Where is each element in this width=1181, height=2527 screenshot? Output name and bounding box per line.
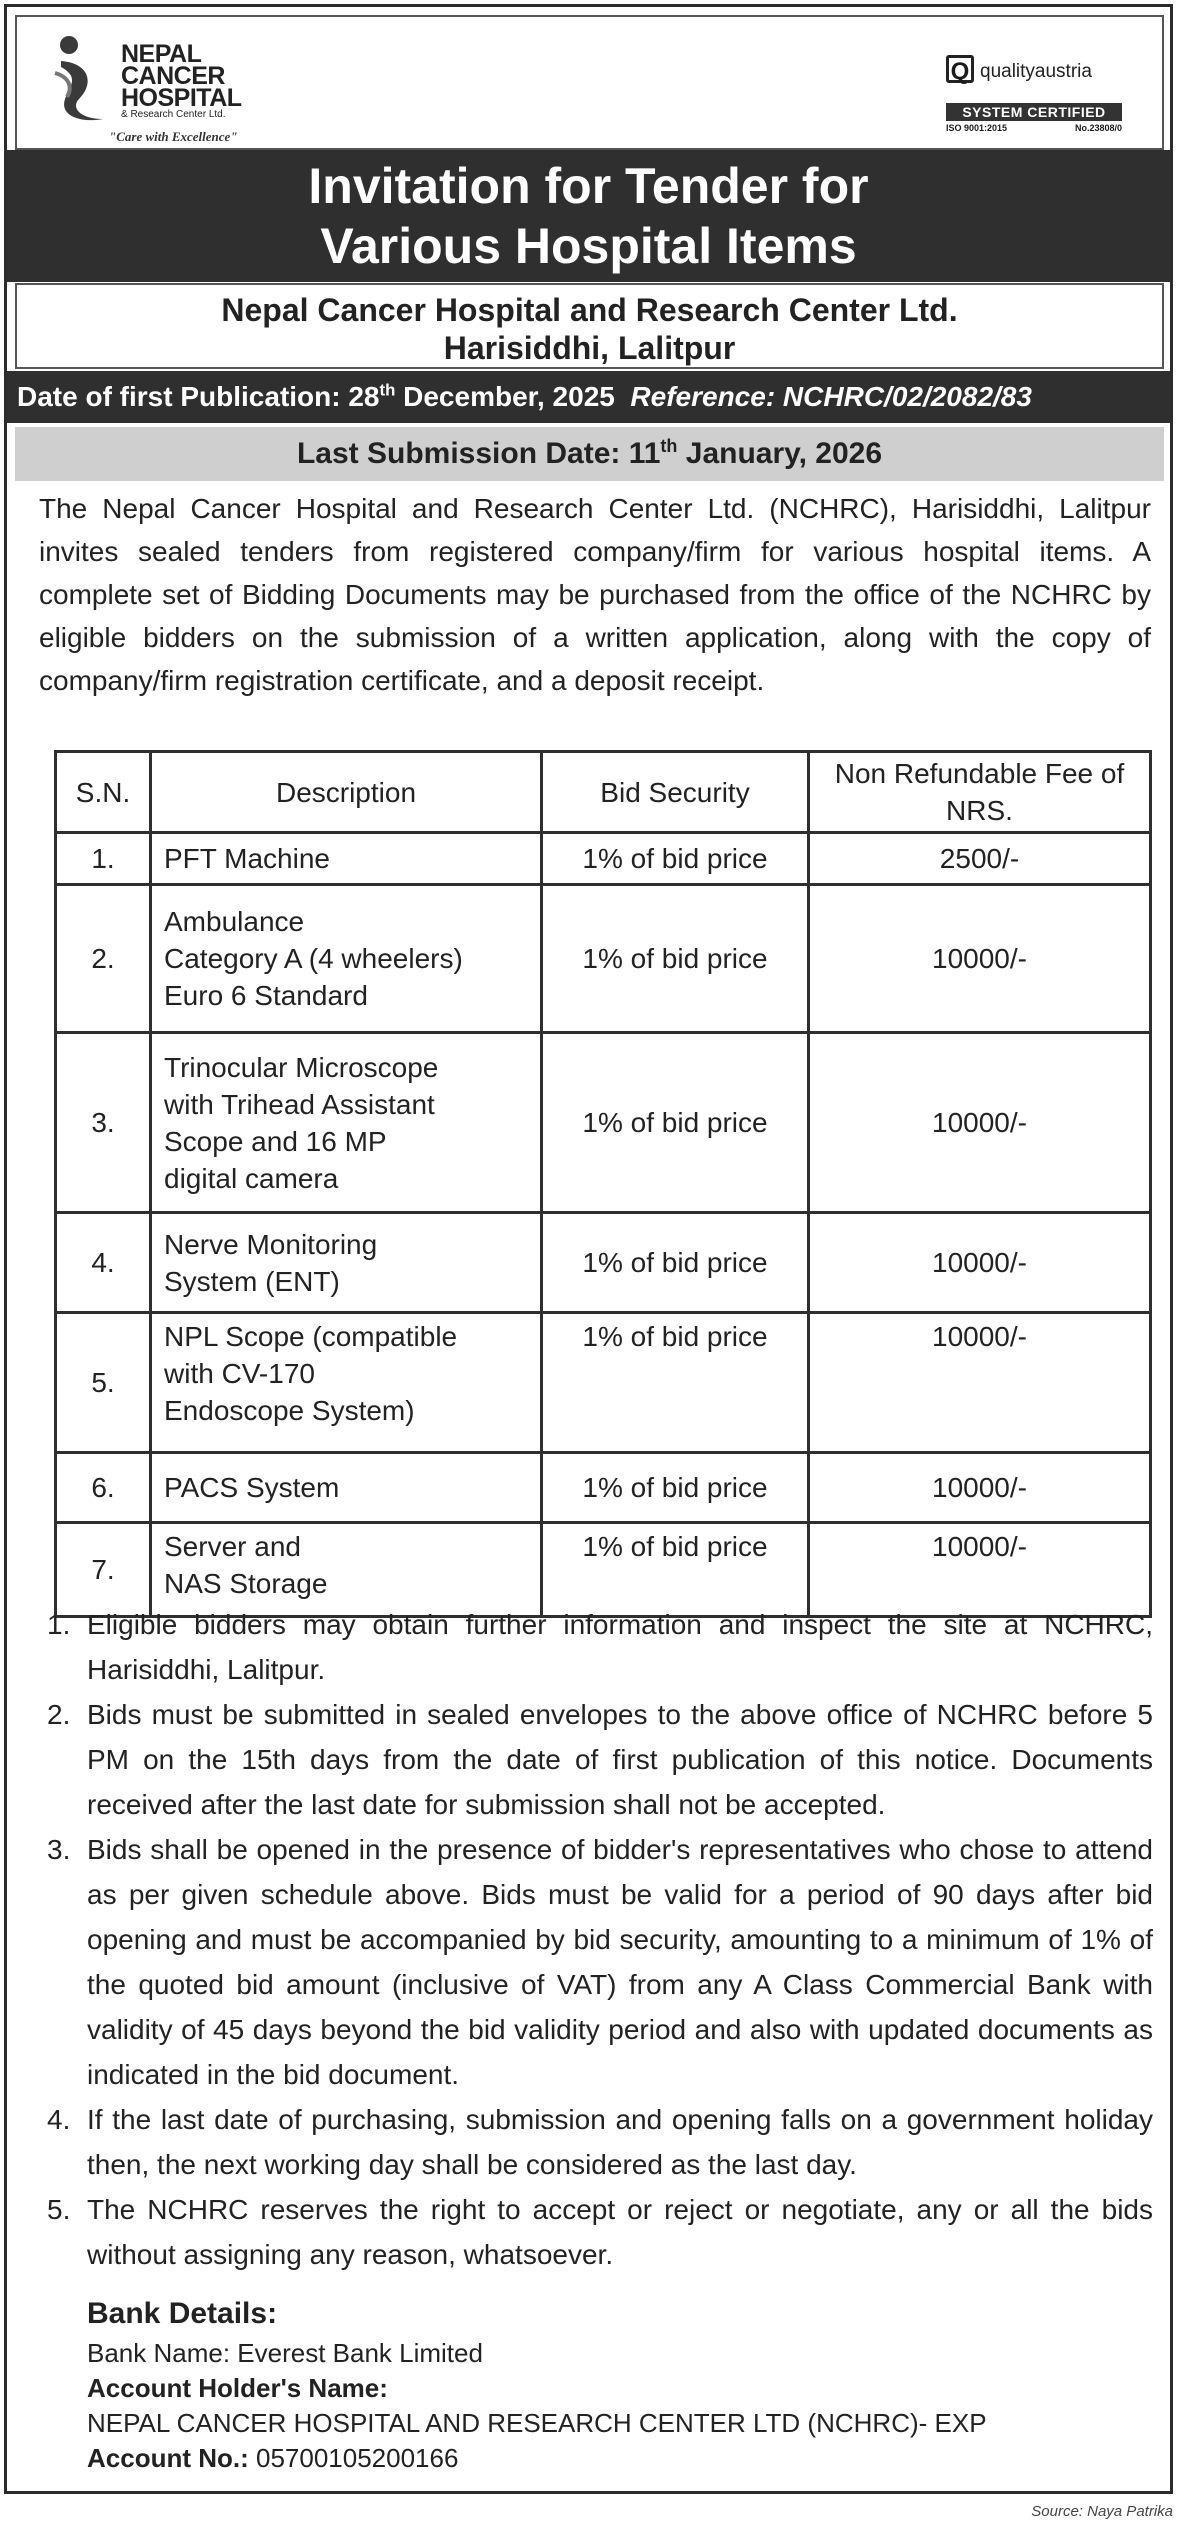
publication-band bbox=[7, 371, 1170, 423]
cell-bid-security: 1% of bid price bbox=[542, 1453, 809, 1523]
table-row bbox=[56, 1033, 1151, 1213]
description-line: Endoscope System) bbox=[164, 1395, 415, 1426]
submission-label: Last Submission Date: bbox=[296, 437, 629, 470]
header-description: Description bbox=[151, 752, 542, 833]
condition-item bbox=[41, 2187, 1153, 2277]
table-row bbox=[56, 833, 1151, 885]
condition-text: Bids shall be opened in the presence of bidder's representatives who chose to attend as per given schedule above. Bids must be valid for a period of 90 days after bid opening and must be accompanied by bid security, amounting to a minimum of 1% of the quoted bid amount (inclusive of VAT) from any A Class Commercial Bank with validity of 45 days beyond the bid validity period and also with updated documents as indicated in the bid document. bbox=[87, 1834, 1153, 2090]
condition-item bbox=[41, 1692, 1153, 1827]
description-line: Server and bbox=[164, 1531, 301, 1562]
cell-fee: 10000/- bbox=[809, 1453, 1151, 1523]
cell-sn: 3. bbox=[56, 1033, 151, 1213]
cell-fee: 10000/- bbox=[809, 1213, 1151, 1313]
condition-text: Bids must be submitted in sealed envelopes to the above office of NCHRC before 5 PM on the 15th days from the date of first publication of this notice. Documents received after the last date for submission shall not be accepted. bbox=[87, 1699, 1153, 1820]
bank-details bbox=[87, 2292, 1147, 2476]
cell-bid-security: 1% of bid price bbox=[542, 885, 809, 1033]
condition-number: 4. bbox=[47, 2104, 71, 2135]
org-line-2: Harisiddhi, Lalitpur bbox=[443, 330, 736, 366]
cell-fee: 10000/- bbox=[809, 1523, 1151, 1617]
condition-item bbox=[41, 2097, 1153, 2187]
title-line-1: Invitation for Tender for bbox=[308, 158, 869, 214]
hospital-logo bbox=[49, 29, 309, 144]
organization-box bbox=[15, 283, 1164, 369]
table-header-row bbox=[56, 752, 1151, 833]
header-sn: S.N. bbox=[56, 752, 151, 833]
description-line: PACS System bbox=[164, 1472, 340, 1503]
table-row bbox=[56, 1453, 1151, 1523]
account-number-row bbox=[87, 2441, 1147, 2476]
conditions-list bbox=[41, 1602, 1153, 2277]
submission-band bbox=[15, 427, 1164, 481]
cell-description bbox=[151, 1033, 542, 1213]
cell-sn: 6. bbox=[56, 1453, 151, 1523]
cert-bar: SYSTEM CERTIFIED bbox=[946, 103, 1122, 121]
logo-line-3: HOSPITAL bbox=[121, 84, 242, 112]
cell-bid-security: 1% of bid price bbox=[542, 1313, 809, 1453]
description-line: Euro 6 Standard bbox=[164, 980, 368, 1011]
cell-sn: 2. bbox=[56, 885, 151, 1033]
quality-certification bbox=[946, 51, 1122, 131]
header-fee: Non Refundable Fee of NRS. bbox=[809, 752, 1151, 833]
notice-title bbox=[7, 150, 1170, 282]
reference-number: Reference: NCHRC/02/2082/83 bbox=[630, 381, 1032, 412]
cell-sn: 5. bbox=[56, 1313, 151, 1453]
description-line: with CV-170 bbox=[164, 1358, 315, 1389]
condition-number: 5. bbox=[47, 2194, 71, 2225]
cell-fee: 10000/- bbox=[809, 1033, 1151, 1213]
bank-heading: Bank Details: bbox=[87, 2297, 278, 2330]
logo-line-4: & Research Center Ltd. bbox=[121, 109, 226, 120]
table-row bbox=[56, 1313, 1151, 1453]
condition-item bbox=[41, 1602, 1153, 1692]
cell-bid-security: 1% of bid price bbox=[542, 833, 809, 885]
account-number-value: 05700105200166 bbox=[256, 2443, 459, 2473]
cert-name: qualityaustria bbox=[980, 61, 1092, 82]
header-bid-security: Bid Security bbox=[542, 752, 809, 833]
publication-rest: December, 2025 bbox=[395, 381, 615, 412]
logo-line-2: CANCER bbox=[121, 62, 225, 90]
cell-bid-security: 1% of bid price bbox=[542, 1033, 809, 1213]
submission-day-suffix: th bbox=[660, 436, 678, 456]
description-line: Category A (4 wheelers) bbox=[164, 943, 463, 974]
description-line: System (ENT) bbox=[164, 1265, 340, 1297]
cell-bid-security: 1% of bid price bbox=[542, 1523, 809, 1617]
ribbon-icon bbox=[49, 33, 113, 123]
description-line: PFT Machine bbox=[164, 843, 330, 874]
table-row bbox=[56, 885, 1151, 1033]
condition-text: If the last date of purchasing, submission and opening falls on a government holiday then, the next working day shall be considered as the last day. bbox=[87, 2104, 1153, 2180]
description-line: NAS Storage bbox=[164, 1568, 328, 1599]
account-number-label: Account No.: bbox=[87, 2443, 256, 2473]
cert-iso: ISO 9001:2015 bbox=[946, 123, 1008, 133]
publication-day-suffix: th bbox=[379, 380, 396, 400]
bank-name: Bank Name: Everest Bank Limited bbox=[87, 2338, 483, 2368]
publication-day: 28 bbox=[348, 381, 380, 412]
logo-text bbox=[121, 40, 242, 121]
cell-bid-security: 1% of bid price bbox=[542, 1213, 809, 1313]
table-row bbox=[56, 1213, 1151, 1313]
source-credit: Source: Naya Patrika bbox=[1031, 2503, 1173, 2520]
description-line: with Trihead Assistant bbox=[164, 1088, 435, 1120]
account-holder-value: NEPAL CANCER HOSPITAL AND RESEARCH CENTER LTD (NCHRC)- EXP bbox=[87, 2408, 987, 2438]
submission-rest: January, 2026 bbox=[677, 437, 883, 470]
items-table bbox=[54, 750, 1152, 1618]
condition-text: Eligible bidders may obtain further information and inspect the site at NCHRC, Harisiddhi, Lalitpur. bbox=[87, 1609, 1153, 1685]
condition-number: 3. bbox=[47, 1834, 71, 1865]
notice-header bbox=[15, 15, 1164, 150]
cell-description bbox=[151, 1453, 542, 1523]
cell-fee: 10000/- bbox=[809, 1313, 1151, 1453]
title-line-2: Various Hospital Items bbox=[320, 218, 857, 274]
logo-line-1: NEPAL bbox=[121, 40, 202, 68]
condition-number: 2. bbox=[47, 1699, 71, 1730]
cell-sn: 7. bbox=[56, 1523, 151, 1617]
description-line: Ambulance bbox=[164, 906, 305, 937]
quality-q-icon: Q bbox=[946, 55, 974, 83]
description-line: Scope and 16 MP bbox=[164, 1125, 387, 1157]
description-line: digital camera bbox=[164, 1162, 339, 1194]
condition-item bbox=[41, 1827, 1153, 2097]
condition-number: 1. bbox=[47, 1609, 71, 1640]
cell-description bbox=[151, 1213, 542, 1313]
cell-description bbox=[151, 1313, 542, 1453]
cell-sn: 1. bbox=[56, 833, 151, 885]
tender-notice bbox=[4, 4, 1173, 2494]
cell-fee: 2500/- bbox=[809, 833, 1151, 885]
description-line: Trinocular Microscope bbox=[164, 1051, 439, 1083]
cert-number: No.23808/0 bbox=[1074, 123, 1122, 133]
cell-sn: 4. bbox=[56, 1213, 151, 1313]
account-holder-label: Account Holder's Name: bbox=[87, 2373, 388, 2403]
publication-label: Date of first Publication: bbox=[17, 381, 349, 412]
logo-tagline: "Care with Excellence" bbox=[109, 129, 238, 144]
cell-fee: 10000/- bbox=[809, 885, 1151, 1033]
cell-description bbox=[151, 885, 542, 1033]
cell-description bbox=[151, 833, 542, 885]
description-line: NPL Scope (compatible bbox=[164, 1321, 458, 1352]
org-line-1: Nepal Cancer Hospital and Research Center Ltd. bbox=[221, 292, 958, 328]
submission-day: 11 bbox=[628, 437, 661, 470]
intro-paragraph: The Nepal Cancer Hospital and Research Center Ltd. (NCHRC), Harisiddhi, Lalitpur invites sealed tenders from registered company/firm for various hospital items. A complete set of Bidding Documents may be purchased from the office of the NCHRC by eligible bidders on the submission of a written application, along with the copy of company/firm registration certificate, and a deposit receipt. bbox=[39, 493, 1151, 696]
condition-text: The NCHRC reserves the right to accept or reject or negotiate, any or all the bids without assigning any reason, whatsoever. bbox=[87, 2194, 1153, 2270]
description-line: Nerve Monitoring bbox=[164, 1228, 378, 1260]
